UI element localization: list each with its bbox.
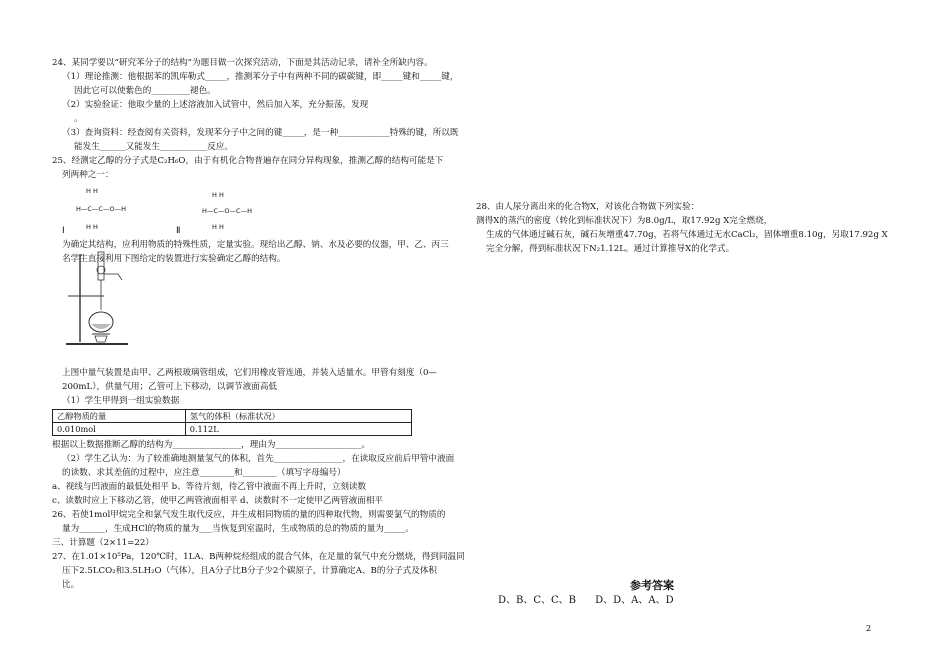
- q24-line1: 24、某同学要以“研究苯分子的结构”为题目做一次探究活动，下面是其活动记录，请补全所缺内容。: [52, 58, 433, 68]
- q28-line4: 完全分解，得到标准状况下N₂1.12L。通过计算推导X的化学式。: [486, 244, 735, 254]
- q25-line8: 根据以上数据推断乙醇的结构为________________，理由为____________________。: [52, 440, 370, 450]
- q25-line1: 25、经测定乙醇的分子式是C₂H₆O，由于有机化合物普遍存在同分异构现象，推测乙醇的结构可能是下: [52, 156, 444, 166]
- q25-line9: （2）学生乙认为：为了较准确地测量氢气的体积，首先________________，在读取反应前后甲管中液面: [62, 454, 455, 464]
- structure1-bottom: H H: [86, 223, 98, 231]
- q25-line4: 名学生直接利用下图给定的装置进行实验确定乙醇的结构。: [62, 254, 286, 264]
- structure2-bottom: H H: [212, 223, 224, 231]
- ethanol-structures: [52, 182, 462, 238]
- q24-line4: （2）实验验证：他取少量的上述溶液加入试管中，然后加入苯，充分振荡，发现: [62, 100, 369, 110]
- q25-line3: 为确定其结构，应利用物质的特殊性质，定量实验。现给出乙醇、钠、水及必要的仪器，甲、乙、丙三: [62, 240, 449, 250]
- data-table: [52, 409, 412, 436]
- q25-line12: c、读数时应上下移动乙管，使甲乙两管液面相平 d、读数时不一定使甲乙两管液面相平: [52, 496, 384, 506]
- structure1-middle: H—C—C—O—H: [76, 205, 126, 213]
- q24-line2: （1）理论推测：他根据苯的凯库勒式_____，推测苯分子中有两种不同的碳碳键，即_____键和_____键，: [62, 72, 459, 82]
- answer-key-title: 参考答案: [630, 579, 674, 592]
- table-header-cell: 氢气的体积（标准状况）: [185, 410, 411, 423]
- q25-line7: （1）学生甲得到一组实验数据: [62, 396, 180, 406]
- q27-line1: 27、在1.01×10⁵Pa，120℃时，1LA、B两种烷烃组成的混合气体，在足量的氧气中充分燃烧，得到同温同: [52, 552, 465, 562]
- q26-line1: 26、若使1mol甲烷完全和氯气发生取代反应，并生成相同物质的量的四种取代物，则需要氯气的物质的: [52, 510, 446, 520]
- structure2-label: Ⅱ: [176, 226, 181, 236]
- structure1-label: Ⅰ: [62, 226, 65, 236]
- q26-line2: 量为______，生成HCl的物质的量为___当恢复到室温时，生成物质的总的物质的量为_____。: [62, 524, 414, 534]
- q27-line2: 压下2.5LCO₂和3.5LH₂O（气体），且A分子比B分子少2个碳原子，计算确定A、B的分子式及体积: [62, 566, 438, 576]
- section-3-heading: 三、计算题（2×11=22）: [52, 538, 154, 548]
- right-column: [476, 200, 886, 256]
- q25-line2: 列两种之一：: [62, 170, 114, 180]
- q28-line2: 测得X的蒸汽的密度（转化到标准状况下）为8.0g/L，取17.92g X完全燃烧，: [476, 216, 773, 226]
- structure1-top: H H: [86, 187, 98, 195]
- table-cell: 0.112L: [185, 423, 411, 436]
- q25-line5: 上图中量气装置是由甲、乙两根玻璃管组成，它们用橡皮管连通，并装入适量水。甲管有刻度（0—: [62, 368, 438, 378]
- table-header-cell: 乙醇物质的量: [53, 410, 186, 423]
- q27-line3: 比。: [62, 580, 80, 590]
- q25-line10: 的读数、求其差值的过程中，应注意________和________（填写字母编号）: [62, 468, 346, 478]
- q24-line3: 因此它可以使紫色的_________褪色。: [74, 86, 216, 96]
- table-row: [53, 410, 412, 423]
- table-row: [53, 423, 412, 436]
- apparatus-drawing: [62, 250, 132, 350]
- q28-line1: 28、由人尿分离出来的化合物X，对该化合物做下列实验：: [476, 202, 700, 212]
- structure2-top: H H: [212, 191, 224, 199]
- q25-line6: 200mL），供量气用；乙管可上下移动，以调节液面高低: [62, 382, 278, 392]
- q28-line3: 生成的气体通过碱石灰，碱石灰增重47.70g，若将气体通过无水CaCl₂，固体增重8.10g，另取17.92g X: [486, 230, 888, 240]
- table-cell: 0.010mol: [53, 423, 186, 436]
- q24-line7: 能发生______又能发生___________反应。: [74, 142, 233, 152]
- structure2-middle: H—C—O—C—H: [202, 207, 252, 215]
- page-number: 2: [866, 624, 872, 633]
- q25-line11: a、视线与凹液面的最低处相平 b、等待片刻，待乙管中液面不再上升时，立刻读数: [52, 482, 367, 492]
- answer-key-line: D、B、C、C、B D、D、A、A、D: [498, 595, 674, 606]
- q24-line6: （3）查询资料：经查阅有关资料，发现苯分子中之间的键_____，是一种____________特殊的键，所以既: [62, 128, 459, 138]
- q24-line5: 。: [74, 114, 83, 124]
